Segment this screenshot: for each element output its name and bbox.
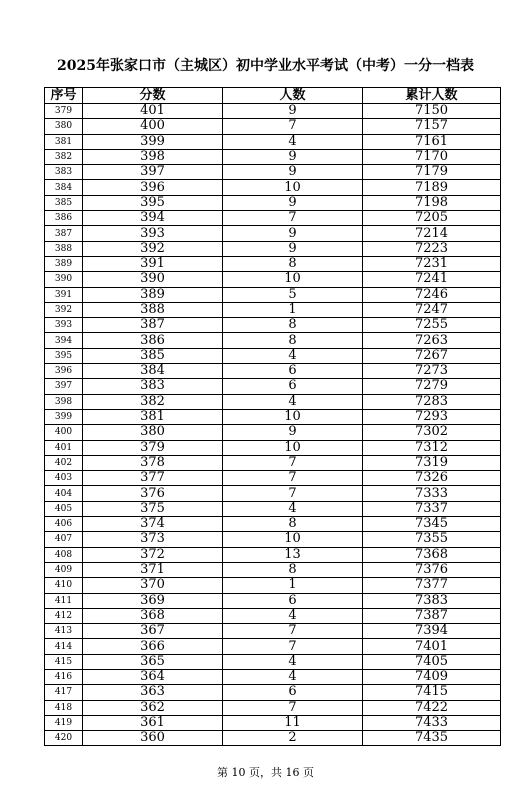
- cell-cumulative: 7433: [363, 715, 501, 730]
- cell-index: 418: [45, 700, 83, 715]
- cell-count: 11: [223, 715, 363, 730]
- cell-cumulative: 7214: [363, 226, 501, 241]
- table-row: [45, 134, 501, 149]
- table-row: [45, 700, 501, 715]
- table-row: [45, 119, 501, 134]
- cell-score: 395: [83, 195, 223, 210]
- cell-cumulative: 7377: [363, 578, 501, 593]
- table-row: [45, 608, 501, 623]
- cell-count: 6: [223, 379, 363, 394]
- cell-score: 372: [83, 547, 223, 562]
- cell-score: 371: [83, 562, 223, 577]
- table-row: [45, 455, 501, 470]
- cell-count: 2: [223, 731, 363, 746]
- cell-index: 407: [45, 532, 83, 547]
- cell-score: 385: [83, 348, 223, 363]
- cell-cumulative: 7405: [363, 654, 501, 669]
- cell-index: 420: [45, 731, 83, 746]
- cell-index: 408: [45, 547, 83, 562]
- cell-score: 379: [83, 440, 223, 455]
- cell-score: 390: [83, 272, 223, 287]
- cell-cumulative: 7179: [363, 165, 501, 180]
- table-row: [45, 547, 501, 562]
- table-row: [45, 195, 501, 210]
- cell-cumulative: 7394: [363, 624, 501, 639]
- cell-cumulative: 7302: [363, 425, 501, 440]
- table-row: [45, 578, 501, 593]
- cell-index: 385: [45, 195, 83, 210]
- cell-cumulative: 7246: [363, 287, 501, 302]
- cell-index: 412: [45, 608, 83, 623]
- cell-score: 383: [83, 379, 223, 394]
- cell-index: 401: [45, 440, 83, 455]
- cell-cumulative: 7198: [363, 195, 501, 210]
- cell-cumulative: 7263: [363, 333, 501, 348]
- cell-score: 370: [83, 578, 223, 593]
- cell-count: 8: [223, 333, 363, 348]
- score-table: [44, 87, 501, 746]
- cell-score: 376: [83, 486, 223, 501]
- cell-cumulative: 7333: [363, 486, 501, 501]
- cell-score: 398: [83, 149, 223, 164]
- cell-cumulative: 7387: [363, 608, 501, 623]
- cell-score: 387: [83, 318, 223, 333]
- cell-index: 383: [45, 165, 83, 180]
- table-body: [45, 104, 501, 746]
- cell-score: 365: [83, 654, 223, 669]
- cell-index: 393: [45, 318, 83, 333]
- cell-index: 415: [45, 654, 83, 669]
- cell-index: 391: [45, 287, 83, 302]
- cell-score: 392: [83, 241, 223, 256]
- table-row: [45, 486, 501, 501]
- cell-index: 380: [45, 119, 83, 134]
- cell-count: 10: [223, 272, 363, 287]
- cell-index: 382: [45, 149, 83, 164]
- table-row: [45, 226, 501, 241]
- cell-cumulative: 7189: [363, 180, 501, 195]
- cell-cumulative: 7231: [363, 256, 501, 271]
- cell-index: 390: [45, 272, 83, 287]
- cell-index: 388: [45, 241, 83, 256]
- cell-count: 9: [223, 149, 363, 164]
- cell-index: 417: [45, 685, 83, 700]
- cell-index: 398: [45, 394, 83, 409]
- table-row: [45, 379, 501, 394]
- cell-score: 391: [83, 256, 223, 271]
- table-row: [45, 639, 501, 654]
- cell-score: 382: [83, 394, 223, 409]
- cell-score: 363: [83, 685, 223, 700]
- cell-cumulative: 7161: [363, 134, 501, 149]
- cell-index: 409: [45, 562, 83, 577]
- cell-score: 384: [83, 364, 223, 379]
- table-row: [45, 593, 501, 608]
- table-row: [45, 501, 501, 516]
- header-index: 序号: [45, 88, 83, 104]
- cell-count: 4: [223, 134, 363, 149]
- cell-score: 401: [83, 104, 223, 119]
- cell-count: 5: [223, 287, 363, 302]
- table-row: [45, 364, 501, 379]
- cell-score: 362: [83, 700, 223, 715]
- cell-count: 6: [223, 593, 363, 608]
- cell-index: 386: [45, 211, 83, 226]
- table-row: [45, 287, 501, 302]
- cell-count: 8: [223, 318, 363, 333]
- cell-count: 7: [223, 700, 363, 715]
- cell-count: 7: [223, 639, 363, 654]
- table-row: [45, 685, 501, 700]
- cell-index: 419: [45, 715, 83, 730]
- cell-cumulative: 7241: [363, 272, 501, 287]
- cell-index: 397: [45, 379, 83, 394]
- cell-count: 9: [223, 104, 363, 119]
- cell-index: 396: [45, 364, 83, 379]
- cell-cumulative: 7157: [363, 119, 501, 134]
- cell-count: 10: [223, 532, 363, 547]
- table-row: [45, 165, 501, 180]
- cell-index: 414: [45, 639, 83, 654]
- table-row: [45, 180, 501, 195]
- cell-cumulative: 7337: [363, 501, 501, 516]
- cell-index: 402: [45, 455, 83, 470]
- cell-index: 404: [45, 486, 83, 501]
- cell-score: 368: [83, 608, 223, 623]
- cell-score: 388: [83, 302, 223, 317]
- cell-cumulative: 7255: [363, 318, 501, 333]
- cell-score: 399: [83, 134, 223, 149]
- cell-index: 403: [45, 471, 83, 486]
- table-row: [45, 669, 501, 684]
- cell-count: 4: [223, 669, 363, 684]
- cell-count: 7: [223, 471, 363, 486]
- cell-cumulative: 7355: [363, 532, 501, 547]
- cell-count: 7: [223, 211, 363, 226]
- cell-cumulative: 7293: [363, 409, 501, 424]
- table-header-row: [45, 88, 501, 104]
- cell-count: 6: [223, 685, 363, 700]
- cell-score: 381: [83, 409, 223, 424]
- cell-count: 4: [223, 608, 363, 623]
- cell-cumulative: 7267: [363, 348, 501, 363]
- cell-cumulative: 7319: [363, 455, 501, 470]
- cell-index: 394: [45, 333, 83, 348]
- cell-score: 377: [83, 471, 223, 486]
- cell-cumulative: 7279: [363, 379, 501, 394]
- table-row: [45, 425, 501, 440]
- cell-index: 405: [45, 501, 83, 516]
- cell-count: 7: [223, 624, 363, 639]
- cell-score: 360: [83, 731, 223, 746]
- page-title: 2025年张家口市（主城区）初中学业水平考试（中考）一分一档表: [57, 58, 474, 74]
- cell-score: 366: [83, 639, 223, 654]
- header-score: 分数: [83, 88, 223, 104]
- cell-cumulative: 7170: [363, 149, 501, 164]
- cell-count: 1: [223, 302, 363, 317]
- cell-score: 400: [83, 119, 223, 134]
- cell-index: 411: [45, 593, 83, 608]
- cell-cumulative: 7223: [363, 241, 501, 256]
- cell-count: 9: [223, 241, 363, 256]
- table-row: [45, 731, 501, 746]
- cell-count: 8: [223, 562, 363, 577]
- table-row: [45, 517, 501, 532]
- cell-count: 9: [223, 226, 363, 241]
- cell-cumulative: 7205: [363, 211, 501, 226]
- cell-cumulative: 7435: [363, 731, 501, 746]
- table-row: [45, 104, 501, 119]
- cell-score: 393: [83, 226, 223, 241]
- table-row: [45, 149, 501, 164]
- cell-index: 399: [45, 409, 83, 424]
- cell-score: 375: [83, 501, 223, 516]
- cell-score: 369: [83, 593, 223, 608]
- table-row: [45, 211, 501, 226]
- cell-score: 397: [83, 165, 223, 180]
- table-row: [45, 256, 501, 271]
- table-row: [45, 624, 501, 639]
- table-row: [45, 471, 501, 486]
- table-row: [45, 318, 501, 333]
- table-row: [45, 348, 501, 363]
- cell-score: 367: [83, 624, 223, 639]
- table-row: [45, 302, 501, 317]
- cell-count: 13: [223, 547, 363, 562]
- table-row: [45, 333, 501, 348]
- table-row: [45, 562, 501, 577]
- cell-score: 386: [83, 333, 223, 348]
- cell-count: 8: [223, 256, 363, 271]
- cell-cumulative: 7415: [363, 685, 501, 700]
- cell-cumulative: 7401: [363, 639, 501, 654]
- cell-score: 373: [83, 532, 223, 547]
- cell-count: 9: [223, 165, 363, 180]
- cell-cumulative: 7376: [363, 562, 501, 577]
- cell-index: 406: [45, 517, 83, 532]
- cell-score: 380: [83, 425, 223, 440]
- cell-cumulative: 7273: [363, 364, 501, 379]
- cell-cumulative: 7150: [363, 104, 501, 119]
- cell-index: 387: [45, 226, 83, 241]
- cell-cumulative: 7247: [363, 302, 501, 317]
- cell-score: 396: [83, 180, 223, 195]
- cell-count: 8: [223, 517, 363, 532]
- cell-index: 379: [45, 104, 83, 119]
- table-row: [45, 715, 501, 730]
- cell-count: 4: [223, 348, 363, 363]
- table-row: [45, 654, 501, 669]
- cell-index: 413: [45, 624, 83, 639]
- cell-score: 361: [83, 715, 223, 730]
- cell-count: 7: [223, 455, 363, 470]
- cell-count: 6: [223, 364, 363, 379]
- cell-count: 10: [223, 409, 363, 424]
- cell-count: 10: [223, 440, 363, 455]
- cell-cumulative: 7368: [363, 547, 501, 562]
- cell-cumulative: 7283: [363, 394, 501, 409]
- cell-index: 392: [45, 302, 83, 317]
- cell-index: 389: [45, 256, 83, 271]
- cell-count: 4: [223, 501, 363, 516]
- cell-count: 10: [223, 180, 363, 195]
- table-row: [45, 272, 501, 287]
- page-footer: 第 10 页，共 16 页: [217, 766, 314, 779]
- cell-score: 374: [83, 517, 223, 532]
- table-row: [45, 394, 501, 409]
- table-row: [45, 409, 501, 424]
- cell-cumulative: 7383: [363, 593, 501, 608]
- cell-index: 384: [45, 180, 83, 195]
- cell-index: 416: [45, 669, 83, 684]
- cell-count: 4: [223, 394, 363, 409]
- header-count: 人数: [223, 88, 363, 104]
- cell-index: 381: [45, 134, 83, 149]
- cell-score: 364: [83, 669, 223, 684]
- table-row: [45, 532, 501, 547]
- cell-cumulative: 7409: [363, 669, 501, 684]
- cell-index: 410: [45, 578, 83, 593]
- header-cumulative: 累计人数: [363, 88, 501, 104]
- cell-count: 9: [223, 195, 363, 210]
- cell-cumulative: 7422: [363, 700, 501, 715]
- cell-count: 7: [223, 119, 363, 134]
- cell-score: 394: [83, 211, 223, 226]
- table-row: [45, 241, 501, 256]
- cell-count: 9: [223, 425, 363, 440]
- table-row: [45, 440, 501, 455]
- cell-cumulative: 7312: [363, 440, 501, 455]
- cell-index: 400: [45, 425, 83, 440]
- cell-count: 4: [223, 654, 363, 669]
- cell-index: 395: [45, 348, 83, 363]
- cell-cumulative: 7345: [363, 517, 501, 532]
- cell-score: 389: [83, 287, 223, 302]
- cell-cumulative: 7326: [363, 471, 501, 486]
- cell-count: 1: [223, 578, 363, 593]
- cell-score: 378: [83, 455, 223, 470]
- cell-count: 7: [223, 486, 363, 501]
